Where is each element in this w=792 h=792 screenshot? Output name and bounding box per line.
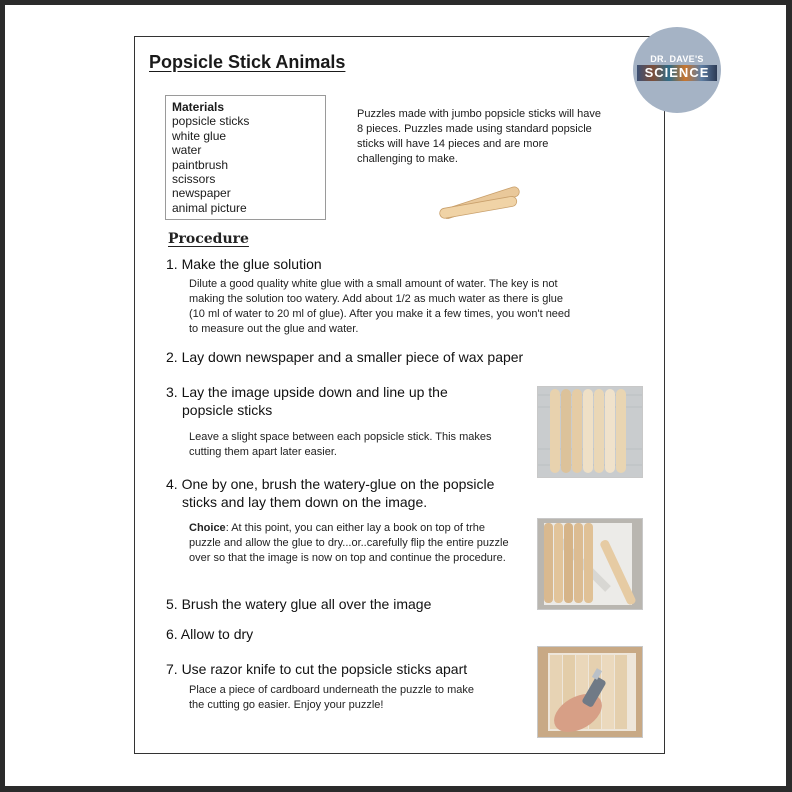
step-7-title: 7. Use razor knife to cut the popsicle sticks apart (166, 661, 468, 677)
page-title: Popsicle Stick Animals (149, 52, 346, 72)
material-item: animal picture (172, 200, 247, 215)
materials-heading: Materials (172, 100, 225, 114)
procedure-heading: Procedure (168, 231, 249, 247)
step-4-title-line1: 4. One by one, brush the watery-glue on the popsicle (166, 476, 495, 492)
dr-daves-science-logo (633, 27, 721, 113)
step-3-title (166, 383, 448, 419)
material-item: paintbrush (172, 157, 229, 172)
photo-cutting-sticks (537, 646, 643, 738)
step-3-title-line1: 3. Lay the image upside down and line up the (166, 384, 448, 400)
step-7-note: Place a piece of cardboard underneath the puzzle to make the cutting go easier. Enjoy your puzzle! (189, 684, 474, 711)
step-3-note: Leave a slight space between each popsicle stick. This makes cutting them apart later easier. (189, 431, 492, 458)
step-4-title (166, 475, 494, 511)
step-1-note: Dilute a good quality white glue with a small amount of water. The key is not making the solution too watery. Add about 1/2 as much water as there is glue (10 ml of water to 20 ml of glue). After you make it a few times, you won't need to measure out the glue and water. (189, 278, 571, 335)
step-6-title: 6. Allow to dry (166, 626, 254, 642)
step-5-title: 5. Brush the watery glue all over the image (166, 596, 432, 612)
material-item: white glue (172, 128, 227, 143)
materials-box (165, 95, 326, 220)
step-3-title-line2: popsicle sticks (182, 402, 273, 418)
material-item: water (172, 143, 202, 158)
material-item: scissors (172, 172, 216, 187)
logo-line1: DR. DAVE'S (650, 54, 704, 64)
material-item: newspaper (172, 186, 231, 201)
photo-sticks-lined-up (537, 386, 643, 478)
step-4-title-line2: sticks and lay them down on the image. (182, 494, 428, 510)
photo-gluing-sticks (537, 518, 643, 610)
material-item: popsicle sticks (172, 114, 250, 129)
step-4-note-text: : At this point, you can either lay a book on top of trhe puzzle and allow the glue to dry...or..carefully flip the entire puzzle over so that the image is now on top and continue the procedure. (189, 522, 509, 564)
step-2-title: 2. Lay down newspaper and a smaller piece of wax paper (166, 349, 524, 365)
step-4-note-bold: Choice (189, 522, 226, 534)
intro-paragraph: Puzzles made with jumbo popsicle sticks will have 8 pieces. Puzzles made using standard popsicle sticks will have 14 pieces and are more challenging to make. (357, 108, 601, 165)
step-1-title: 1. Make the glue solution (166, 256, 322, 272)
step-4-note (189, 521, 519, 566)
logo-line2: SCIENCE (637, 65, 717, 81)
popsicle-sticks-illustration (435, 178, 525, 228)
